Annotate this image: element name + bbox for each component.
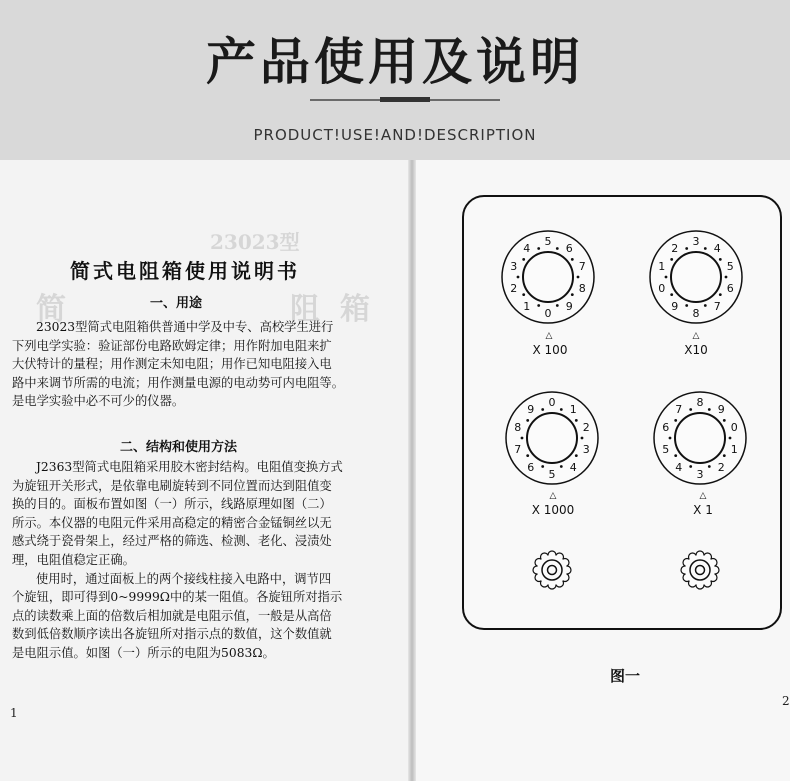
- dial-tick-dot: [541, 408, 544, 411]
- document-title: 简式电阻箱使用说明书: [70, 259, 300, 283]
- dial-tick-dot: [719, 258, 722, 261]
- dial-digit: 3: [510, 259, 518, 273]
- text-line: 理，电阻值稳定正确。: [12, 552, 135, 567]
- dial-tick-dot: [729, 437, 732, 440]
- dial-pointer-x10: △: [692, 331, 700, 341]
- dial-tick-dot: [719, 293, 722, 296]
- dial-knob-x100: [523, 252, 573, 302]
- dial-digit: 1: [730, 443, 738, 457]
- dial-tick-dot: [581, 437, 584, 440]
- dial-tick-dot: [522, 293, 525, 296]
- dial-tick-dot: [674, 419, 677, 422]
- text-line: 所示。本仪器的电阻元件采用高稳定的精密合金锰铜丝以无: [12, 515, 332, 530]
- dial-digit: 4: [675, 461, 683, 475]
- dial-digit: 0: [544, 307, 552, 320]
- banner-title: 产品使用及说明: [206, 33, 584, 91]
- dial-tick-dot: [571, 258, 574, 261]
- text-line: 是电阻示值。如图（一）所示的电阻为5083Ω。: [12, 645, 275, 660]
- dial-knob-x1000: [527, 413, 577, 463]
- dial-digit: 2: [582, 420, 590, 434]
- dial-digit: 1: [569, 402, 577, 416]
- dial-digit: 7: [514, 443, 522, 457]
- dial-tick-dot: [708, 408, 711, 411]
- dial-digit: 8: [692, 307, 700, 320]
- dial-digit: 9: [671, 300, 679, 314]
- dial-digit: 2: [510, 282, 518, 296]
- dial-digit: 3: [692, 235, 700, 248]
- dial-digit: 4: [569, 461, 577, 475]
- dial-digit: 4: [713, 241, 721, 255]
- dial-tick-dot: [571, 293, 574, 296]
- dial-knob-x1: [675, 413, 725, 463]
- dial-digit: 8: [514, 420, 522, 434]
- text-line: 使用时，通过面板上的两个接线柱接入电路中，调节四: [36, 571, 332, 586]
- ghost-text: 23023型: [210, 230, 300, 254]
- dial-digit: 5: [726, 259, 734, 273]
- dial-tick-dot: [556, 304, 559, 307]
- dial-digit: 3: [582, 443, 590, 457]
- text-line: 点的读数乘上面的倍数后相加就是电阻示值，一般是从高倍: [12, 608, 332, 623]
- dial-tick-dot: [689, 465, 692, 468]
- dial-tick-dot: [674, 454, 677, 457]
- dial-label-x10: X10: [684, 343, 708, 357]
- page-number-left: 1: [10, 706, 18, 720]
- dial-tick-dot: [725, 276, 728, 279]
- dial-digit: 9: [717, 402, 725, 416]
- text-line: 大伏特计的量程；用作测定未知电阻；用作已知电阻接入电: [12, 357, 332, 372]
- dial-digit: 5: [662, 443, 670, 457]
- dial-tick-dot: [575, 419, 578, 422]
- dial-tick-dot: [704, 247, 707, 250]
- text-line: 下列电学实验：验证部份电路欧姆定律；用作附加电阻来扩: [12, 338, 332, 353]
- dial-tick-dot: [556, 247, 559, 250]
- text-line: 23023型简式电阻箱供普通中学及中专、高校学生进行: [36, 320, 334, 334]
- ghost-text: 箱: [340, 292, 370, 327]
- dial-digit: 0: [658, 282, 666, 296]
- dial-digit: 5: [544, 235, 552, 248]
- dial-tick-dot: [708, 465, 711, 468]
- dial-digit: 7: [713, 300, 721, 314]
- text-line: 数到低倍数顺序读出各旋钮所对指示点的数值，这个数值就: [12, 627, 332, 642]
- dial-digit: 2: [671, 241, 679, 255]
- text-line: 为旋钮开关形式，是依靠电刷旋转到不同位置而达到阻值变: [12, 478, 332, 493]
- section-heading-structure: 二、结构和使用方法: [120, 440, 238, 455]
- dial-digit: 7: [578, 259, 586, 273]
- dial-tick-dot: [526, 419, 529, 422]
- dial-digit: 6: [662, 420, 670, 434]
- terminal-screw: [696, 566, 705, 575]
- dial-digit: 0: [730, 420, 738, 434]
- dial-pointer-x1: △: [699, 491, 707, 501]
- dial-tick-dot: [575, 454, 578, 457]
- dial-tick-dot: [670, 258, 673, 261]
- dial-tick-dot: [560, 408, 563, 411]
- dial-label-x1: X 1: [693, 503, 713, 517]
- text-line: 路中来调节所需的电流；用作测量电源的电动势可内电阻等。: [12, 375, 345, 390]
- dial-tick-dot: [704, 304, 707, 307]
- dial-digit: 1: [658, 259, 666, 273]
- dial-tick-dot: [723, 454, 726, 457]
- dial-tick-dot: [723, 419, 726, 422]
- dial-digit: 1: [523, 300, 531, 314]
- dial-digit: 3: [696, 468, 704, 481]
- section-heading-purpose: 一、用途: [150, 296, 203, 311]
- text-line: 个旋钮，即可得到0~9999Ω中的某一阻值。各旋钮所对指示: [12, 590, 343, 605]
- terminal-screw: [548, 566, 557, 575]
- dial-tick-dot: [560, 465, 563, 468]
- banner-subtitle: PRODUCT!USE!AND!DESCRIPTION: [253, 126, 537, 144]
- text-line: J2363型简式电阻箱采用胶木密封结构。电阻值变换方式: [36, 460, 343, 474]
- dial-tick-dot: [541, 465, 544, 468]
- dial-digit: 5: [548, 468, 556, 481]
- dial-tick-dot: [522, 258, 525, 261]
- dial-digit: 7: [675, 402, 683, 416]
- ghost-text: 简: [36, 292, 66, 327]
- dial-pointer-x100: △: [545, 331, 553, 341]
- dial-digit: 0: [548, 396, 556, 409]
- dial-tick-dot: [577, 276, 580, 279]
- dial-digit: 8: [696, 396, 704, 409]
- dial-tick-dot: [685, 247, 688, 250]
- dial-tick-dot: [669, 437, 672, 440]
- dial-label-x1000: X 1000: [531, 503, 575, 517]
- dial-digit: 6: [527, 461, 535, 475]
- figure-caption: 图一: [610, 667, 641, 685]
- dial-pointer-x1000: △: [549, 491, 557, 501]
- dial-knob-x10: [671, 252, 721, 302]
- dial-digit: 6: [565, 241, 573, 255]
- ghost-text: 阻: [290, 292, 320, 327]
- dial-label-x100: X 100: [532, 343, 568, 357]
- dial-tick-dot: [670, 293, 673, 296]
- dial-tick-dot: [665, 276, 668, 279]
- dial-tick-dot: [689, 408, 692, 411]
- dial-digit: 9: [565, 300, 573, 314]
- dial-digit: 8: [578, 282, 586, 296]
- dial-digit: 6: [726, 282, 734, 296]
- text-line: 感式绕于瓷骨架上，经过严格的筛选、检测、老化、浸渍处: [12, 534, 332, 549]
- page-number-right: 2: [782, 694, 790, 708]
- dial-digit: 4: [523, 241, 531, 255]
- dial-digit: 9: [527, 402, 535, 416]
- dial-tick-dot: [685, 304, 688, 307]
- dial-tick-dot: [537, 247, 540, 250]
- dial-tick-dot: [526, 454, 529, 457]
- dial-tick-dot: [521, 437, 524, 440]
- dial-digit: 2: [717, 461, 725, 475]
- text-line: 换的目的。面板布置如图（一）所示，线路原理如图（二）: [12, 497, 332, 512]
- text-line: 是电学实验中必不可少的仪器。: [12, 394, 185, 409]
- dial-tick-dot: [517, 276, 520, 279]
- dial-tick-dot: [537, 304, 540, 307]
